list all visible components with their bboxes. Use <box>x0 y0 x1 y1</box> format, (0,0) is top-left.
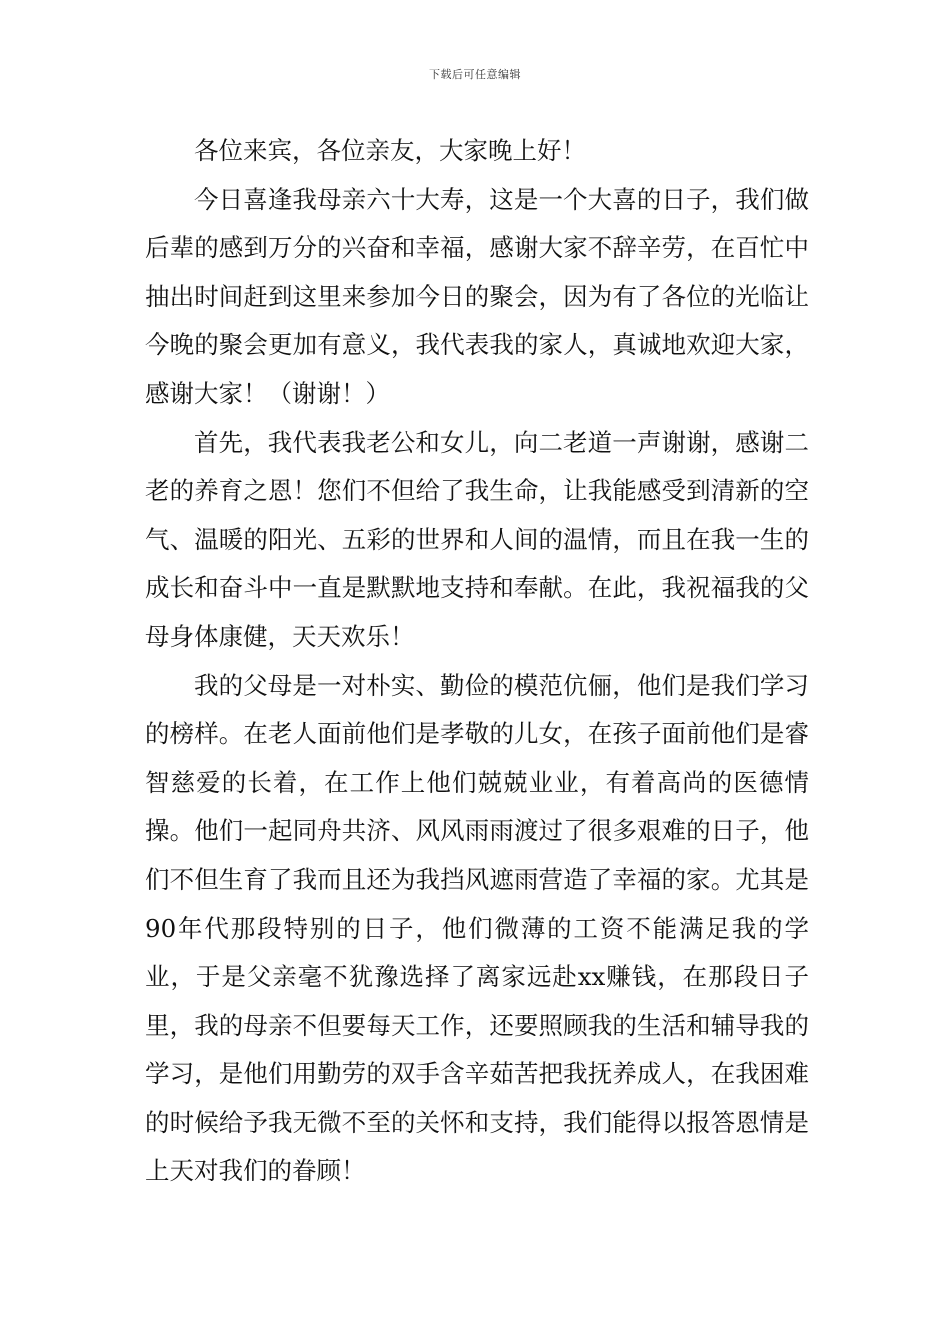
paragraph-parents-example: 我的父母是一对朴实、勤俭的模范伉俪，他们是我们学习的榜样。在老人面前他们是孝敬的儿女，在孩子面前他们是睿智慈爱的长着，在工作上他们兢兢业业，有着高尚的医德情操。他们一起同舟共济、风风雨雨渡过了很多艰难的日子，他们不但生育了我而且还为我挡风遮雨营造了幸福的家。尤其是90年代那段特别的日子，他们微薄的工资不能满足我的学业，于是父亲毫不犹豫选择了离家远赴xx赚钱，在那段日子里，我的母亲不但要每天工作，还要照顾我的生活和辅导我的学习，是他们用勤劳的双手含辛茹苦把我抚养成人，在我困难的时候给予我无微不至的关怀和支持，我们能得以报答恩情是上天对我们的眷顾！ <box>145 670 809 1186</box>
paragraph-greeting: 各位来宾，各位亲友，大家晚上好！ <box>194 136 586 165</box>
paragraph-welcome: 今日喜逢我母亲六十大寿，这是一个大喜的日子，我们做后辈的感到万分的兴奋和幸福，感谢大家不辞辛劳，在百忙中抽出时间赶到这里来参加今日的聚会，因为有了各位的光临让今晚的聚会更加有意义，我代表我的家人，真诚地欢迎大家，感谢大家！（谢谢！） <box>145 184 809 408</box>
paragraph-thanks-parents: 首先，我代表我老公和女儿，向二老道一声谢谢，感谢二老的养育之恩！您们不但给了我生命，让我能感受到清新的空气、温暖的阳光、五彩的世界和人间的温情，而且在我一生的成长和奋斗中一直是默默地支持和奉献。在此，我祝福我的父母身体康健，天天欢乐！ <box>145 427 809 651</box>
page-header: 下载后可任意编辑 <box>429 68 521 81</box>
document-body <box>145 127 809 1196</box>
